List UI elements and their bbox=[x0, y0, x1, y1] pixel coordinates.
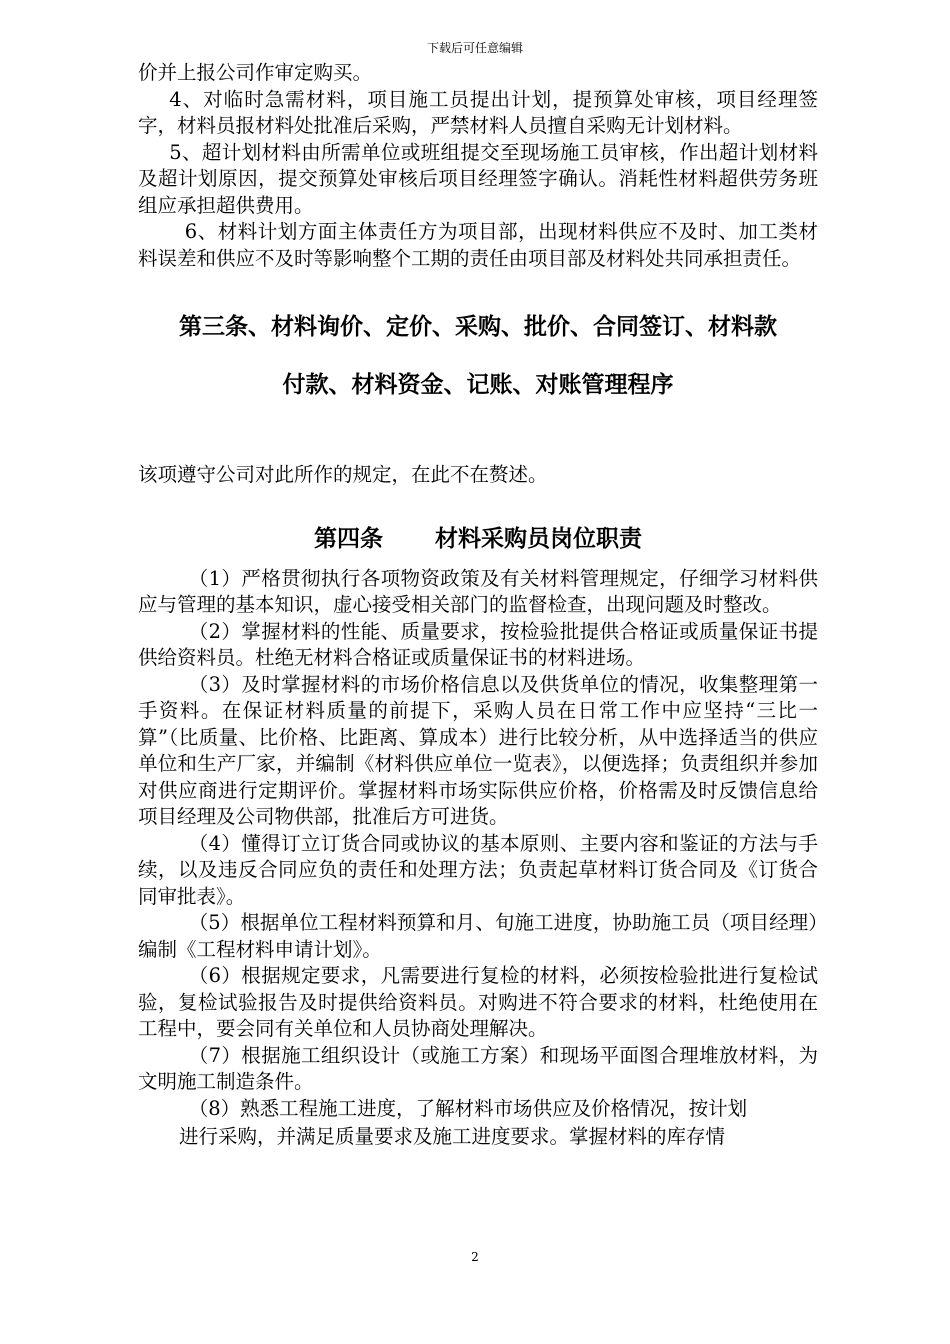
duty-item-4: （4）懂得订立订货合同或协议的基本原则、主要内容和鉴证的方法与手续，以及违反合同应负的责任和处理方法；负责起草材料订货合同及《订货合同审批表》。 bbox=[138, 831, 818, 908]
paragraph-continued: 价并上报公司作审定购买。 bbox=[138, 61, 373, 84]
duty-item-2: （2）掌握材料的性能、质量要求，按检验批提供合格证或质量保证书提供给资料员。杜绝无材料合格证或质量保证书的材料进场。 bbox=[138, 619, 818, 669]
duty-list bbox=[138, 566, 818, 1151]
paragraph-item-5: 5、超计划材料由所需单位或班组提交至现场施工员审核，作出超计划材料及超计划原因，提交预算处审核后项目经理签字确认。消耗性材料超供劳务班组应承担超供费用。 bbox=[138, 140, 818, 217]
duty-item-8: （8）熟悉工程施工进度，了解材料市场供应及价格情况，按计划 bbox=[188, 1096, 748, 1120]
section-4-title: 材料采购员岗位职责 bbox=[435, 525, 642, 552]
section-3-heading-line-2: 付款、材料资金、记账、对账管理程序 bbox=[282, 372, 674, 398]
page-number: 2 bbox=[471, 1250, 479, 1264]
page-header: 下载后可任意编辑 bbox=[426, 41, 523, 55]
section-4-number: 第四条 bbox=[314, 525, 383, 552]
duty-item-3: （3）及时掌握材料的市场价格信息以及供货单位的情况，收集整理第一手资料。在保证材料质量的前提下，采购人员在日常工作中应坚持“三比一算”（比质量、比价格、比距离、算成本）进行比较分析，从中选择适当的供应单位和生产厂家，并编制《材料供应单位一览表》，以便选择；负责组织并参加对供应商进行定期评价。掌握材料市场实际供应价格，价格需及时反馈信息给项目经理及公司物供部，批准后方可进货。 bbox=[138, 672, 818, 828]
section-3-body: 该项遵守公司对此所作的规定，在此不在赘述。 bbox=[138, 463, 548, 486]
paragraph-item-6: 6、材料计划方面主体责任方为项目部，出现材料供应不及时、加工类材料误差和供应不及时等影响整个工期的责任由项目部及材料处共同承担责任。 bbox=[138, 220, 818, 270]
section-3-heading-line-1: 第三条、材料询价、定价、采购、批价、合同签订、材料款 bbox=[179, 314, 777, 340]
duty-item-8-continued: 进行采购，并满足质量要求及施工进度要求。掌握材料的库存情 bbox=[178, 1125, 725, 1148]
document-body bbox=[138, 60, 818, 1151]
paragraph-item-4: 4、对临时急需材料，项目施工员提出计划，提预算处审核，项目经理签字，材料员报材料处批准后采购，严禁材料人员擅自采购无计划材料。 bbox=[138, 87, 818, 137]
duty-item-1: （1）严格贯彻执行各项物资政策及有关材料管理规定，仔细学习材料供应与管理的基本知识，虚心接受相关部门的监督检查，出现问题及时整改。 bbox=[138, 566, 818, 616]
duty-item-7: （7）根据施工组织设计（或施工方案）和现场平面图合理堆放材料，为文明施工制造条件。 bbox=[138, 1043, 818, 1093]
duty-item-5: （5）根据单位工程材料预算和月、旬施工进度，协助施工员（项目经理）编制《工程材料申请计划》。 bbox=[138, 911, 818, 961]
section-4-heading bbox=[138, 522, 818, 556]
duty-item-6: （6）根据规定要求，凡需要进行复检的材料，必须按检验批进行复检试验，复检试验报告及时提供给资料员。对购进不符合要求的材料，杜绝使用在工程中，要会同有关单位和人员协商处理解决。 bbox=[138, 964, 818, 1040]
